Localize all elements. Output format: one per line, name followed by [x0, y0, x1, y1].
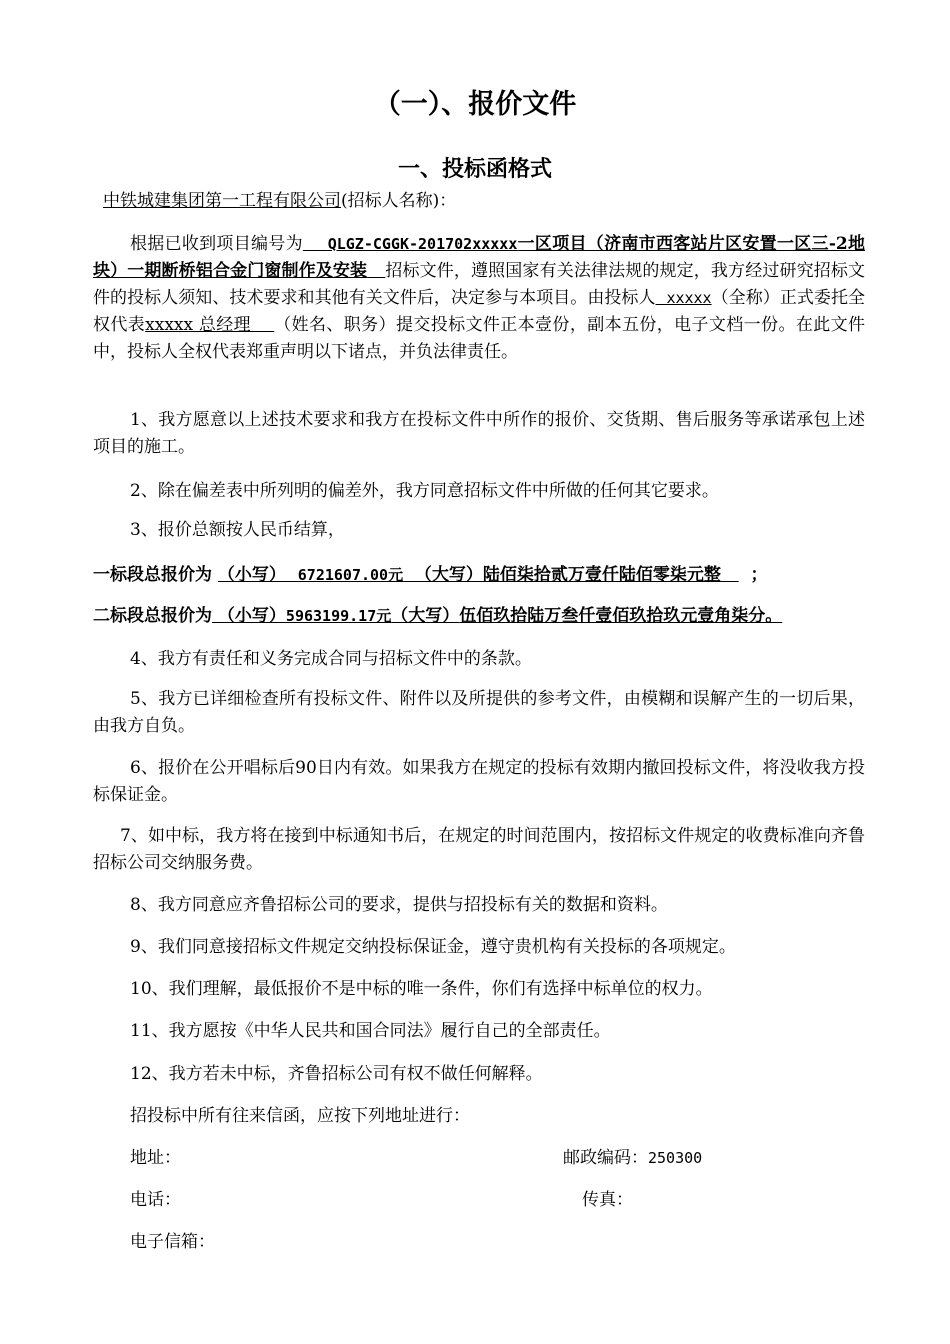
intro-text-3: （全称）正式委托全权代表	[93, 288, 866, 335]
bid2-amount-field	[212, 606, 782, 626]
intro-text-2: 招标文件，遵照国家有关法律法规的规定，我方经过研究招标文件的投标人须知、技术要求和其他有关文件后，决定参与本项目。由投标人	[93, 261, 866, 308]
postcode-label: 邮政编码：	[563, 1148, 648, 1168]
item-10: 10、我们理解，最低报价不是中标的唯一条件，你们有选择中标单位的权力。	[130, 979, 713, 999]
intro-text-4: （姓名、职务）提交投标文件正本壹份，副本五份，电子文档一份。在此文件中，投标人全权代表郑重声明以下诸点，并负法律责任。	[93, 315, 866, 362]
bidder-name: xxxxx	[666, 289, 712, 307]
item-2: 2、除在偏差表中所列明的偏差外，我方同意招标文件中所做的任何其它要求。	[130, 481, 719, 501]
contact-intro: 招投标中所有往来信函，应按下列地址进行：	[130, 1106, 470, 1126]
address-label: 地址：	[130, 1148, 181, 1168]
fax-label: 传真：	[582, 1190, 633, 1210]
bid2-label: 二标段总报价为	[93, 606, 212, 626]
item-5: 5、我方已详细检查所有投标文件、附件以及所提供的参考文件，由模糊和误解产生的一切后果，由我方自负。	[93, 689, 865, 736]
bid2-big-value: 伍佰玖拾陆万叁仟壹佰玖拾玖元壹角柒分。	[459, 606, 783, 626]
email-label: 电子信箱：	[130, 1232, 215, 1252]
postcode-line	[563, 1145, 863, 1171]
addressee-line	[103, 188, 878, 214]
subtitle: 一、投标函格式	[397, 157, 552, 182]
item-3: 3、报价总额按人民币结算，	[130, 520, 345, 540]
bid1-amount-field	[218, 565, 739, 585]
postcode-value: 250300	[648, 1149, 703, 1167]
bid1-small-value: 6721607.00元	[297, 566, 404, 584]
representative-field	[145, 315, 274, 335]
project-name: 一区项目（济南市西客站片区安置一区三-2地块）一期断桥铝合金门窗制作及安装	[93, 234, 865, 281]
section-title: （一）、报价文件	[373, 89, 577, 120]
intro-paragraph	[93, 231, 865, 366]
intro-text-1: 根据已收到项目编号为	[130, 234, 303, 254]
item-8: 8、我方同意应齐鲁招标公司的要求，提供与招投标有关的数据和资料。	[130, 895, 668, 915]
bid1-small-label: （小写）	[217, 565, 286, 585]
addressee-suffix: (招标人名称)：	[341, 191, 457, 211]
representative: xxxxx 总经理	[145, 315, 252, 335]
bid2-big-label: （大写）	[391, 606, 460, 626]
item-6: 6、报价在公开唱标后90日内有效。如果我方在规定的投标有效期内撤回投标文件，将没收我方投标保证金。	[93, 758, 865, 805]
bidder-field	[656, 288, 712, 308]
bid1-end: ；	[750, 565, 768, 585]
item-9: 9、我们同意接招标文件规定交纳投标保证金，遵守贵机构有关投标的各项规定。	[130, 937, 736, 957]
bid2-small-label: （小写）	[217, 606, 286, 626]
bid-section-1	[93, 562, 868, 588]
bid1-big-value: 陆佰柒拾贰万壹仟陆佰零柒元整	[482, 565, 721, 585]
item-12: 12、我方若未中标，齐鲁招标公司有权不做任何解释。	[130, 1064, 543, 1084]
item-4: 4、我方有责任和义务完成合同与招标文件中的条款。	[130, 649, 532, 669]
bid-section-2	[93, 603, 868, 629]
item-1: 1、我方愿意以上述技术要求和我方在投标文件中所作的报价、交货期、售后服务等承诺承包上述项目的施工。	[93, 410, 865, 457]
phone-label: 电话：	[130, 1190, 181, 1210]
bid2-small-value: 5963199.17元	[285, 607, 392, 625]
addressee-name: 中铁城建集团第一工程有限公司	[103, 191, 341, 211]
item-7: 7、如中标，我方将在接到中标通知书后，在规定的时间范围内，按招标文件规定的收费标准向齐鲁招标公司交纳服务费。	[93, 826, 865, 873]
bid1-label: 一标段总报价为	[93, 565, 212, 585]
bid1-big-label: （大写）	[414, 565, 483, 585]
item-11: 11、我方愿按《中华人民共和国合同法》履行自己的全部责任。	[130, 1021, 611, 1041]
project-number: QLGZ-CGGK-201702xxxxx	[327, 235, 518, 253]
